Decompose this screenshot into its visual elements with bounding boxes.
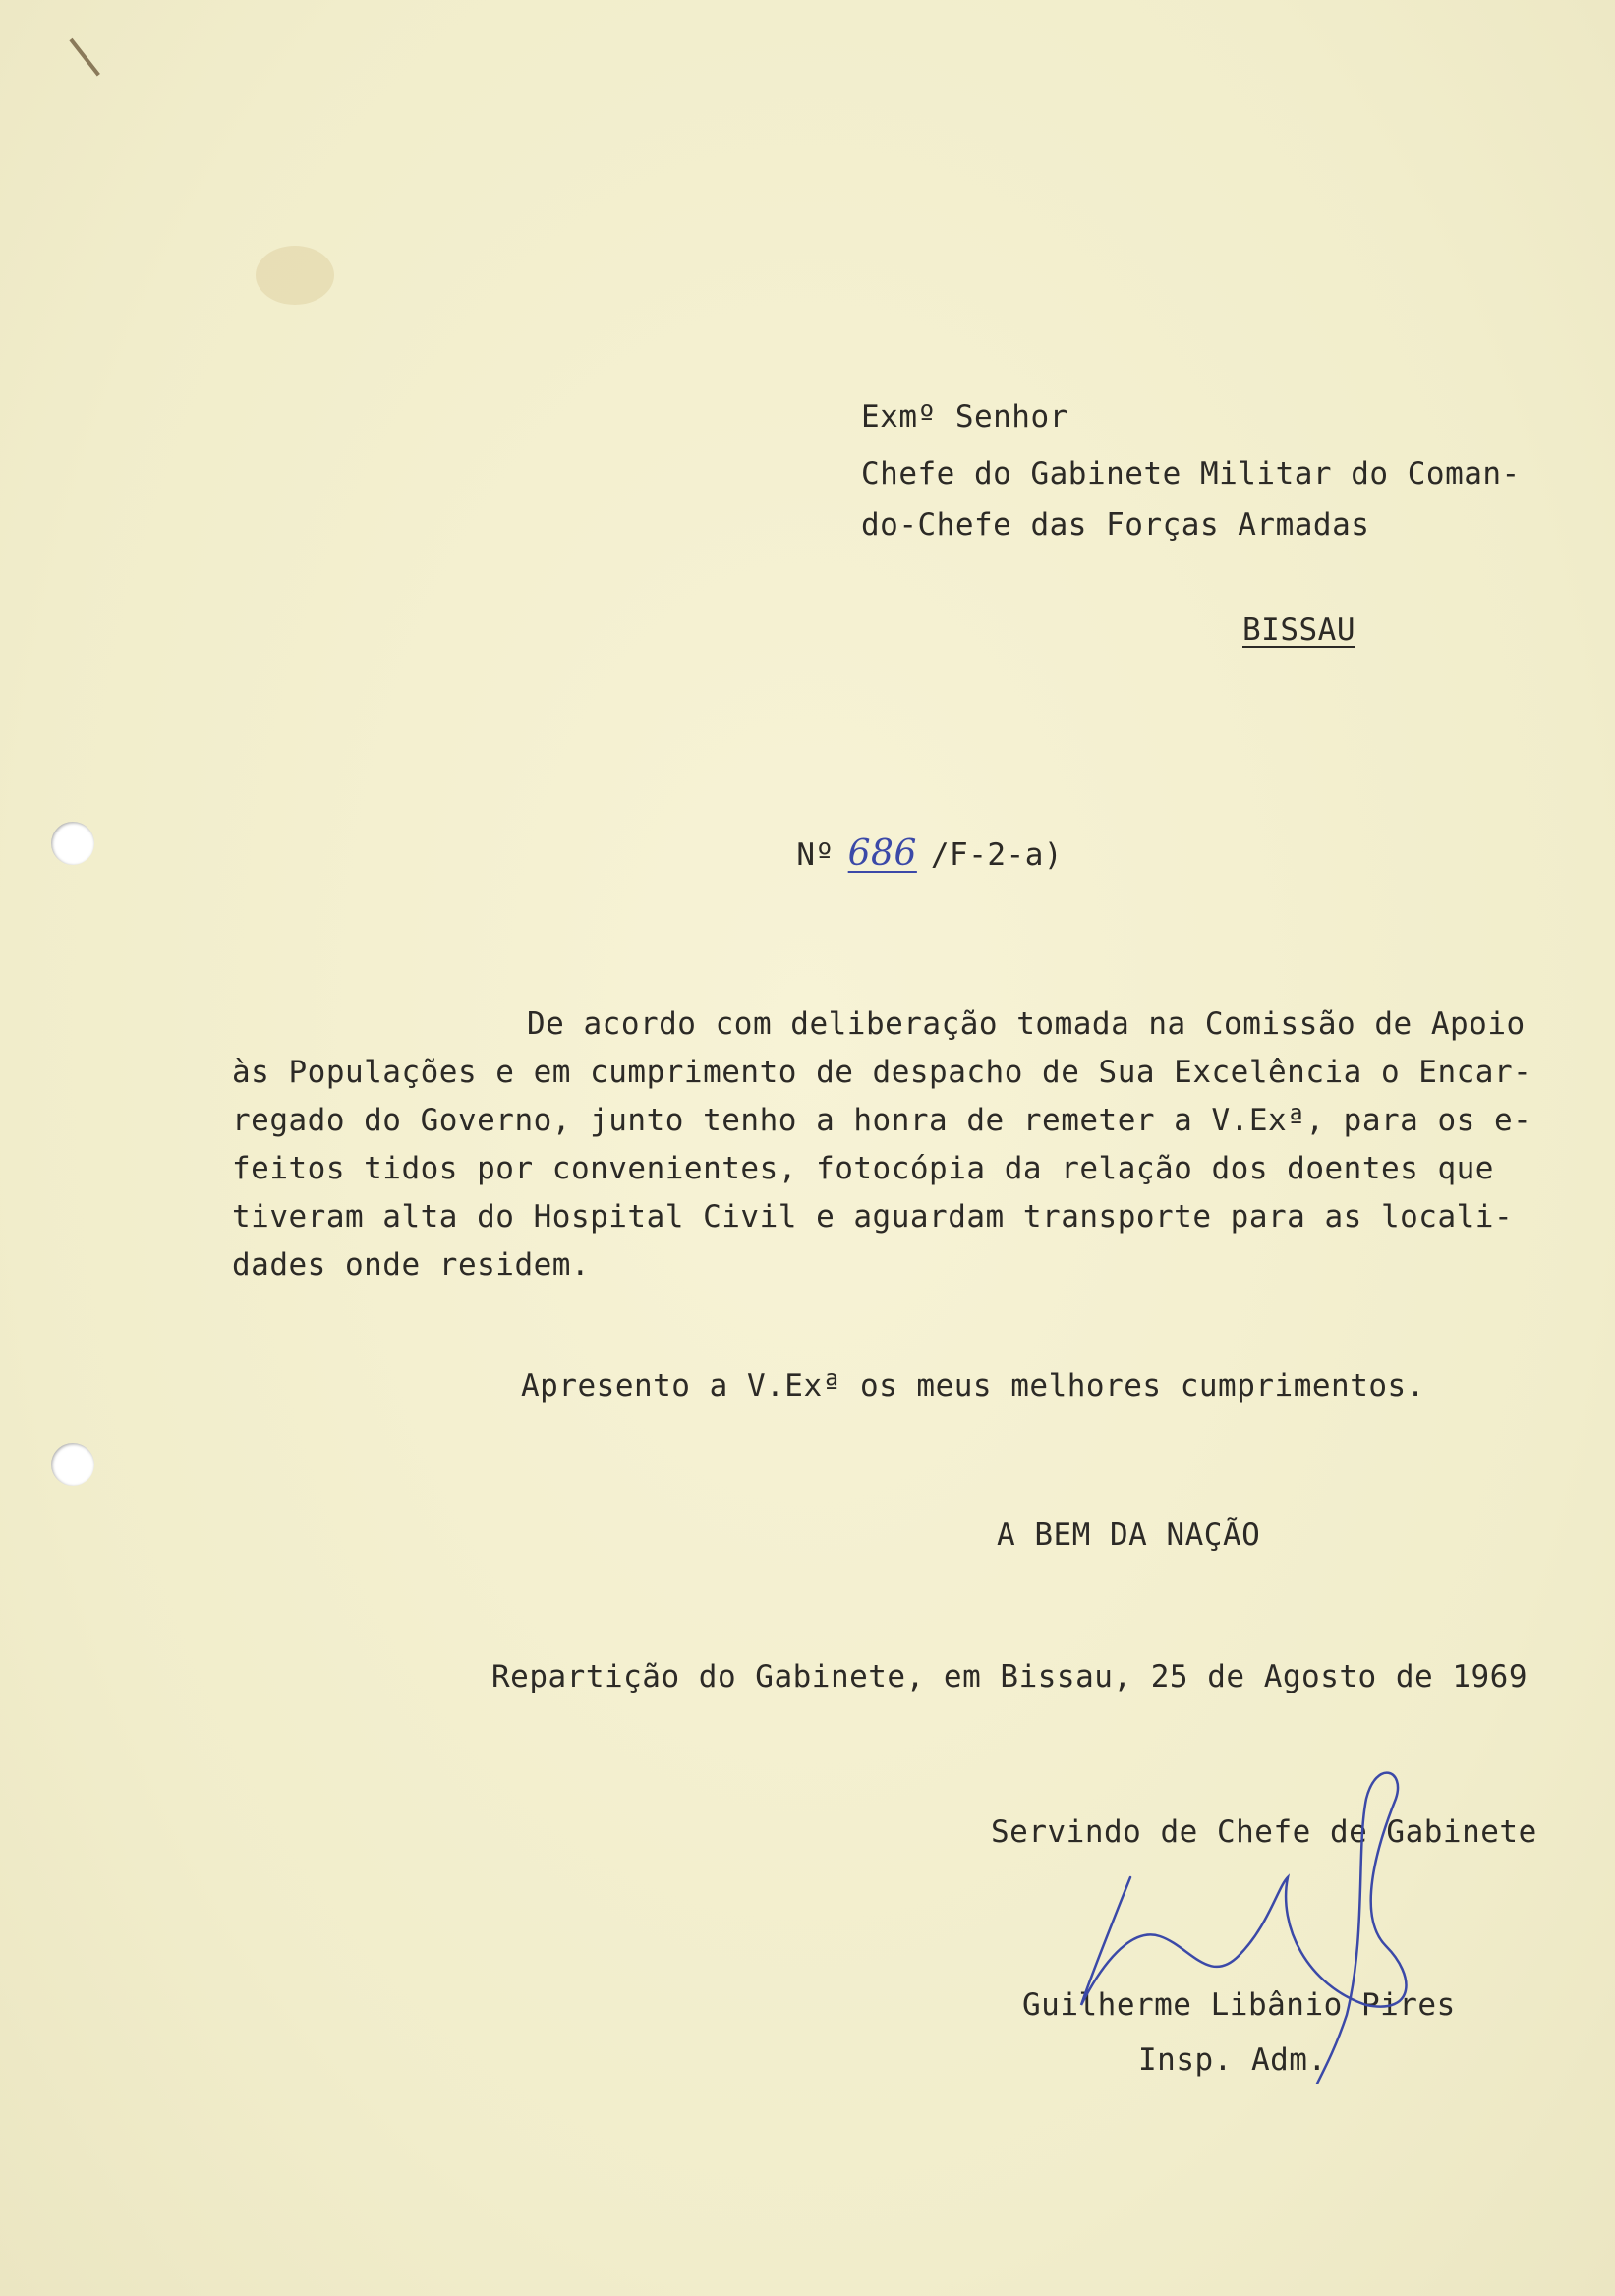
reference-prefix: Nº (796, 837, 835, 873)
signatory-name: Guilherme Libânio Pires (1022, 1987, 1456, 2023)
signatory-role: Servindo de Chefe de Gabinete (991, 1814, 1537, 1850)
punch-hole-bottom (51, 1443, 94, 1486)
recipient-line-1: Chefe do Gabinete Militar do Coman- (861, 456, 1521, 491)
reference-number (759, 798, 1063, 874)
closing-line: Apresento a V.Exª os meus melhores cumprimentos. (521, 1368, 1425, 1404)
motto: A BEM DA NAÇÃO (997, 1518, 1261, 1553)
body-line: De acordo com deliberação tomada na Comissão de Apoio (527, 1006, 1526, 1042)
body-line: feitos tidos por convenientes, fotocópia da relação dos doentes que (232, 1151, 1494, 1186)
place-date: Repartição do Gabinete, em Bissau, 25 de Agosto de 1969 (491, 1659, 1528, 1694)
signatory-title: Insp. Adm. (1138, 2042, 1327, 2078)
paper-stain (256, 246, 334, 305)
body-line: dades onde residem. (232, 1247, 591, 1283)
recipient-line-2: do-Chefe das Forças Armadas (861, 507, 1370, 543)
reference-suffix: /F-2-a) (930, 837, 1064, 873)
salutation: Exmº Senhor (861, 399, 1068, 434)
body-line: tiveram alta do Hospital Civil e aguardam transporte para as locali- (232, 1199, 1514, 1234)
reference-handwritten-number: 686 (847, 833, 917, 874)
handwritten-signature (1042, 1759, 1494, 2084)
punch-hole-top (51, 822, 94, 865)
recipient-city: BISSAU (1242, 612, 1355, 648)
body-line: regado do Governo, junto tenho a honra de remeter a V.Exª, para os e- (232, 1103, 1532, 1138)
body-line: às Populações e em cumprimento de despacho de Sua Excelência o Encar- (232, 1055, 1532, 1090)
